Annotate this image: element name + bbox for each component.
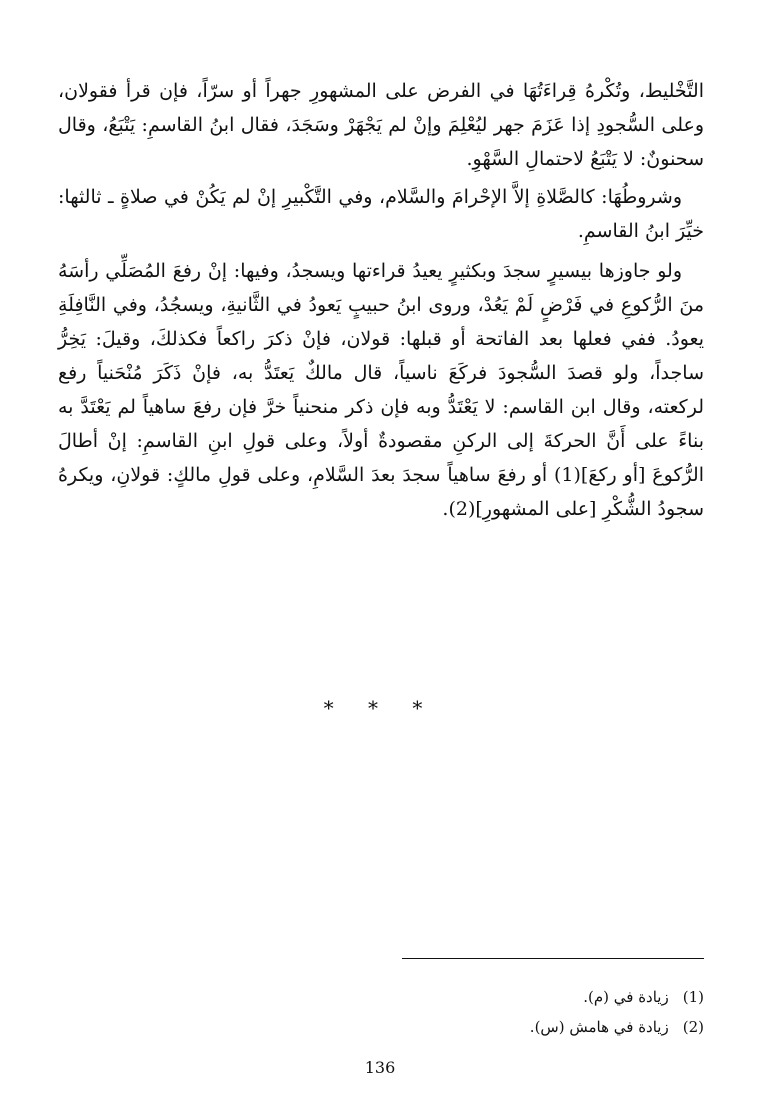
footnote-text: زيادة في (م). bbox=[583, 988, 669, 1006]
paragraph-1: التَّخْليط، وتُكْرهُ قِراءَتُهَا في الفرض على المشهورِ جهراً أو سرّاً، فإن قرأ فقولان، وعلى السُّجودِ إذا عَزَمَ جهر ليُعْلِمَ وإنْ لم يَجْهَرْ وسَجَدَ، فقال ابنُ القاسمِ: يَتْبَعُ، وقال سحنونٌ: لا يَتْبَعُ لاحتمالِ السَّهْوِ. bbox=[58, 80, 704, 170]
paragraph-2: وشروطُهَا: كالصَّلاةِ إلاَّ الإحْرامَ والسَّلام، وفي التَّكْبيرِ إنْ لم يَكُنْ في صلاةٍ ـ ثالثها: خيِّرَ ابنُ القاسمِ. bbox=[58, 186, 704, 242]
footnote-2 bbox=[380, 1012, 704, 1042]
footnote-number: (1) bbox=[682, 988, 704, 1006]
paragraph-3: ولو جاوزها بيسيرٍ سجدَ وبكثيرٍ يعيدُ قراءتها ويسجدُ، وفيها: إنْ رفعَ المُصَلِّي رأسَهُ منَ الرُّكوعِ في فَرْضٍ لَمْ يَعُدْ، وروى ابنُ حبيبٍ يَعودُ في الثَّانيةِ، ويسجُدُ، وفي النَّافِلَةِ يعودُ. ففي فعلها بعد الفاتحة أو قبلها: قولان، فإنْ ذكرَ راكعاً فكذلكَ، وقيلَ: يَخِرُّ ساجداً، ولو قصدَ السُّجودَ فركَعَ ناسياً، قال مالكٌ يَعتَدُّ به، فإنْ ذَكَرَ مُنْحَنياً رفع لركعته، وقال ابن القاسم: لا يَعْتَدُّ وبه فإن ذكر منحنياً خرَّ فإن رفعَ ساهياً لم يَعْتَدَّ به بناءً على أَنَّ الحركةَ إلى الركنِ مقصودةٌ أولاً، وعلى قولِ ابنِ القاسمِ: إنْ أطالَ الرُّكوعَ [أو ركعَ](1) أو رفعَ ساهياً سجدَ بعدَ السَّلامِ، وعلى قولِ مالكٍ: قولانِ، ويكرهُ سجودُ الشُّكْرِ [على المشهورِ](2). bbox=[58, 260, 704, 520]
footnote-text: زيادة في هامش (س). bbox=[529, 1018, 669, 1036]
footnote-1 bbox=[380, 982, 704, 1012]
footnotes bbox=[380, 982, 704, 1042]
footnote-rule bbox=[402, 958, 704, 959]
footnote-number: (2) bbox=[682, 1018, 704, 1036]
section-separator: * * * bbox=[323, 696, 437, 720]
main-text bbox=[58, 74, 704, 526]
page-number: 136 bbox=[364, 1058, 396, 1077]
